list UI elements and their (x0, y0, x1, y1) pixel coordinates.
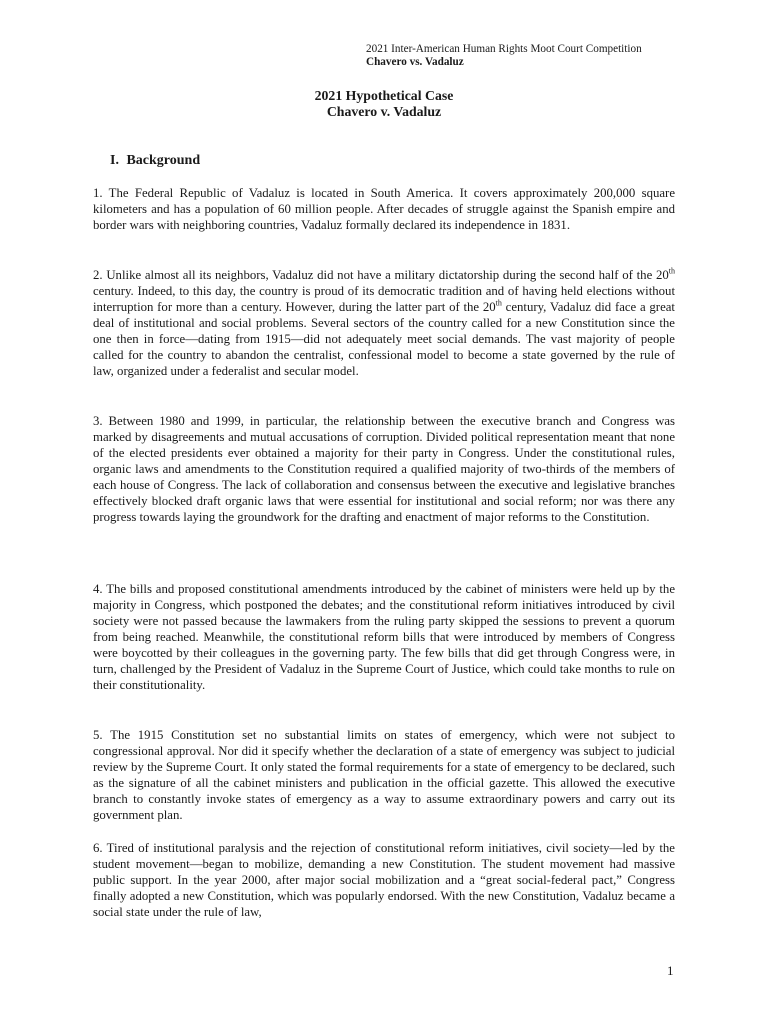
section-heading (110, 152, 200, 169)
ordinal-suffix: th (668, 266, 675, 276)
paragraph-4: 4. The bills and proposed constitutional amendments introduced by the cabinet of ministers were held up by the majority in Congress, which postponed the debates; and the constitutional reform initiatives introduced by civil society were not passed because the lawmakers from the ruling party skipped the sessions to prevent a quorum from being reached. Meanwhile, the constitutional reform bills that were introduced by members of Congress were boycotted by their colleagues in the governing party. The few bills that did get through Congress were, in turn, challenged by the President of Vadaluz in the Supreme Court of Justice, which could take months to rule on their constitutionality. (93, 582, 675, 692)
section-number: I. (110, 153, 119, 168)
title-line-1: 2021 Hypothetical Case (314, 88, 454, 103)
paragraph-2-part-c: century, Vadaluz did face a great deal of institutional and social problems. Several sectors of the country called for a new Constitution since the one then in force—dating from 1915—did not adequately meet social demands. The vast majority of people called for the country to abandon the centralist, confessional model to become a state governed by the rule of law, organized under a federalist and secular model. (93, 300, 675, 378)
ordinal-suffix: th (495, 298, 502, 308)
paragraph-6: 6. Tired of institutional paralysis and the rejection of constitutional reform initiatives, civil society—led by the student movement—began to mobilize, demanding a new Constitution. The student movement had massive public support. In the year 2000, after major social mobilization and a “great social-federal pact,” Congress finally adopted a new Constitution, which was popularly endorsed. With the new Constitution, Vadaluz became a social state under the rule of law, (93, 841, 675, 919)
paragraph-2-part-b: century. Indeed, to this day, the country is proud of its democratic tradition and of having held elections without interruption for more than a century. However, during the latter part of the 20 (93, 284, 675, 314)
paragraph-2 (93, 267, 675, 379)
competition-name: 2021 Inter-American Human Rights Moot Court Competition (366, 43, 642, 55)
paragraph-1: 1. The Federal Republic of Vadaluz is located in South America. It covers approximately 200,000 square kilometers and has a population of 60 million people. After decades of struggle against the Spanish empire and border wars with neighboring countries, Vadaluz formally declared its independence in 1831. (93, 186, 675, 232)
paragraph-5: 5. The 1915 Constitution set no substantial limits on states of emergency, which were not subject to congressional approval. Nor did it specify whether the declaration of a state of emergency was subject to judicial review by the Supreme Court. It only stated the formal requirements for a state of emergency to be declared, such as the signature of all the cabinet ministers and publication in the official gazette. This allowed the executive branch to constantly invoke states of emergency as a way to assume extraordinary powers and carry out its government plan. (93, 728, 675, 822)
document-title (0, 88, 768, 120)
paragraph-2-part-a: 2. Unlike almost all its neighbors, Vadaluz did not have a military dictatorship during the second half of the 20 (93, 268, 669, 282)
page-number: 1 (667, 963, 674, 978)
section-title: Background (126, 153, 201, 168)
running-header (366, 43, 642, 69)
title-line-2: Chavero v. Vadaluz (326, 104, 442, 119)
paragraph-3: 3. Between 1980 and 1999, in particular, the relationship between the executive branch and Congress was marked by disagreements and mutual accusations of corruption. Divided political representation meant that none of the elected presidents ever obtained a majority for their party in Congress. Under the constitutional rules, organic laws and amendments to the Constitution required a qualified majority of two-thirds of the members of each house of Congress. The lack of collaboration and consensus between the executive and legislative branches effectively blocked draft organic laws that were essential for institutional and social reform; nor was there any progress towards laying the groundwork for the drafting and enactment of major reforms to the Constitution. (93, 414, 675, 524)
case-name: Chavero vs. Vadaluz (366, 56, 464, 68)
